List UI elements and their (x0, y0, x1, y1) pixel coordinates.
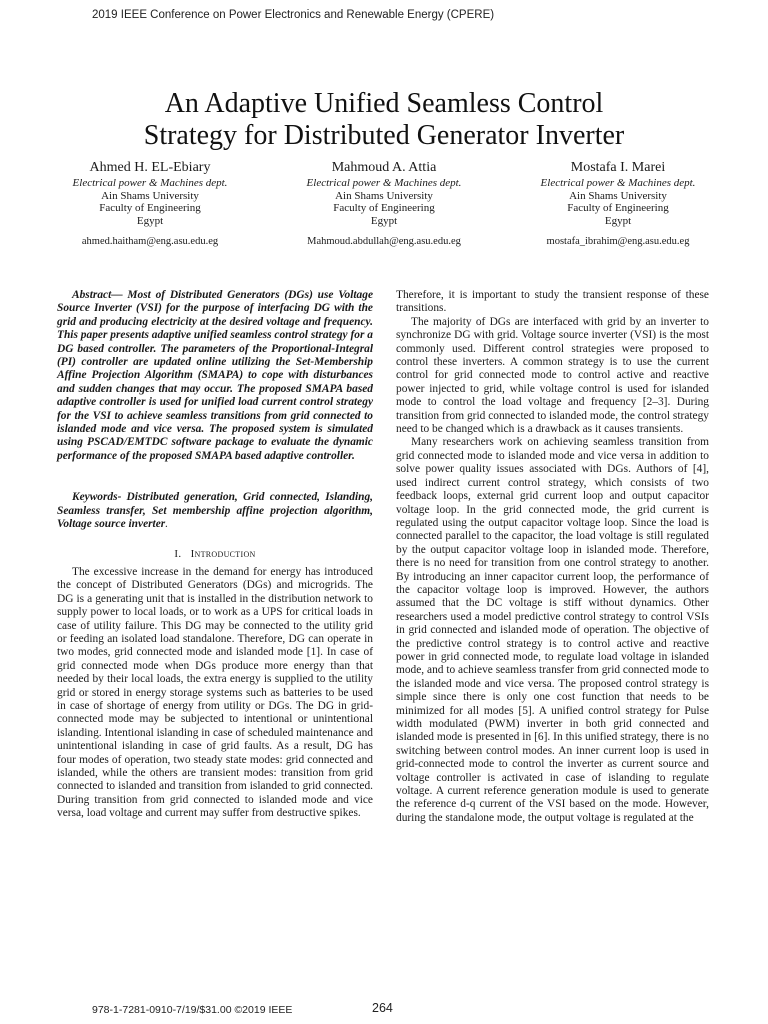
author-name: Ahmed H. EL-Ebiary (89, 160, 211, 175)
author-name: Mahmoud A. Attia (331, 160, 437, 175)
section-title: Introduction (190, 547, 256, 560)
author-university: Ain Shams University (335, 189, 433, 202)
page-number: 264 (372, 1001, 393, 1015)
keywords (57, 491, 373, 531)
author-name: Mostafa I. Marei (570, 160, 666, 175)
author-country: Egypt (604, 214, 632, 227)
author-block-1 (30, 160, 270, 248)
keywords-text: Keywords- Distributed generation, Grid connected, Islanding, Seamless transfer, Set membership affine projection algorithm, Voltage source inverter (57, 491, 373, 531)
abstract-text: Most of Distributed Generators (DGs) use Voltage Source Inverter (VSI) for the purpose of interfacing DG with the grid and producing electricity at the desired voltage and frequency. This paper presents adaptive unified seamless control strategy for a DG based controller. The parameters of the Proportional-Integral (PI) controller are updated online utilizing the Set-Membership Affine Projection Algorithm (SMAPA) to cope with disturbances and sudden changes that may occur. The proposed SMAPA based adaptive controller is used for unified load current control strategy for the VSI to achieve seamless transitions from grid connected to islanded mode and vice versa. The proposed system is simulated using PSCAD/EMTDC software package to evaluate the dynamic performance of the proposed SMAPA based adaptive controller. (57, 289, 373, 462)
right-paragraph-2: The majority of DGs are interfaced with grid by an inverter to synchronize DG with grid. Voltage source inverter (VSI) is the most commonly used. Different control strategies were proposed to control these inverters. A common strategy is to use the current control for grid connected mode to control active and reactive power injected to grid, while voltage control is used for islanded mode to control the load voltage and frequency [2–3]. During transition from grid connected to islanded mode, the control strategy need to be changed which is a drawback as it causes transients. (396, 315, 709, 436)
paper-title (0, 88, 768, 152)
author-country: Egypt (136, 214, 164, 227)
abstract-lead: Abstract— (72, 289, 123, 301)
author-block-3 (498, 160, 738, 248)
right-paragraph-1: Therefore, it is important to study the transient response of these transitions. (396, 289, 709, 315)
keywords-tail: . (165, 518, 169, 531)
author-university: Ain Shams University (569, 189, 667, 202)
abstract (57, 289, 373, 463)
author-faculty: Faculty of Engineering (99, 202, 201, 214)
author-email: Mahmoud.abdullah@eng.asu.edu.eg (307, 236, 461, 247)
author-university: Ain Shams University (101, 189, 199, 202)
title-line-1: An Adaptive Unified Seamless Control (164, 88, 604, 119)
author-dept: Electrical power & Machines dept. (306, 177, 462, 189)
conference-header: 2019 IEEE Conference on Power Electronics and Renewable Energy (CPERE) (92, 9, 495, 21)
author-faculty: Faculty of Engineering (567, 202, 669, 214)
author-dept: Electrical power & Machines dept. (540, 177, 696, 189)
author-block-2 (264, 160, 504, 248)
intro-paragraph: The excessive increase in the demand for energy has introduced the concept of Distributed Generators (DGs) and microgrids. The DG is a generating unit that is installed in the distribution network to supply power to local loads, or to work as a UPS for critical loads in case of utility failure. This DG may be connected to the utility grid or feeding an isolated load standalone. Therefore, DG can operate in two modes, grid connected mode and islanded mode [1]. In case of grid connected mode when DGs produce more energy than that needed by their local loads, the extra energy is supplied to the utility grid or stored in energy storage systems such as batteries to be used in case of shortage of energy from utility or DGs. The DG in grid-connected mode may be subjected to intentional or unintentional islanding. Intentional islanding in case of scheduled maintenance and unintentional islanding in case of grid faults. As a result, DG has four modes of operation, two steady state modes: grid connected and islanded, while the others are transient modes: transition from grid connected to islanded and transition from islanded to grid connected. During transition from grid connected to islanded mode and vice versa, load voltage and current may suffer from destructive spikes. (57, 565, 373, 820)
right-paragraph-3: Many researchers work on achieving seamless transition from grid connected mode to islanded mode and vice versa in addition to solve power quality issues associated with DGs. Authors of [4], used indirect current control strategy, which consists of two feedback loops, external grid current loop and output capacitor voltage loop. In the grid connected mode, the grid current is regulated using the output capacitor voltage loop. Since the load is connected parallel to the capacitor, the load voltage is still regulated by the output capacitor voltage loop in islanded mode. Therefore, there is no need for transition from one control strategy to another. By introducing an inner capacitor current loop, the performance of the capacitor voltage loop is improved. However, the authors assumed that the DC voltage is stiff without dynamics. Other researchers used a model predictive control strategy to control VSIs in grid connected and islanded mode of operation. The objective of the predictive control strategy is to control active and reactive power in grid connected mode, to regulate load voltage in islanded mode, and to achieve seamless transfer from grid connected mode to the islanded mode and vice versa. The proposed control strategy is simple since there is only one cost function that needs to be minimized for all modes [5]. A unified control strategy for Pulse width modulated (PWM) inverter in both grid connected and islanded mode is presented in [6]. In this unified strategy, there is no switching between control modes. An inner current loop is used in grid-connected mode to control the inverter as current source and voltage controller is activated in case of islanding to regulate voltage. A current reference generation module is used to generate the reference d-q current of the VSI based on the mode. However, during the standalone mode, the output voltage is regulated at the (396, 436, 709, 824)
author-email: ahmed.haitham@eng.asu.edu.eg (81, 236, 219, 247)
section-number: I. (174, 547, 182, 560)
author-email: mostafa_ibrahim@eng.asu.edu.eg (546, 236, 690, 247)
footer-isbn: 978-1-7281-0910-7/19/$31.00 ©2019 IEEE (92, 1004, 293, 1016)
right-column (396, 289, 709, 825)
section-heading (57, 548, 373, 561)
author-country: Egypt (370, 214, 398, 227)
left-column (57, 289, 373, 821)
title-line-2: Strategy for Distributed Generator Inverter (143, 120, 625, 151)
author-dept: Electrical power & Machines dept. (72, 177, 228, 189)
author-faculty: Faculty of Engineering (333, 202, 435, 214)
